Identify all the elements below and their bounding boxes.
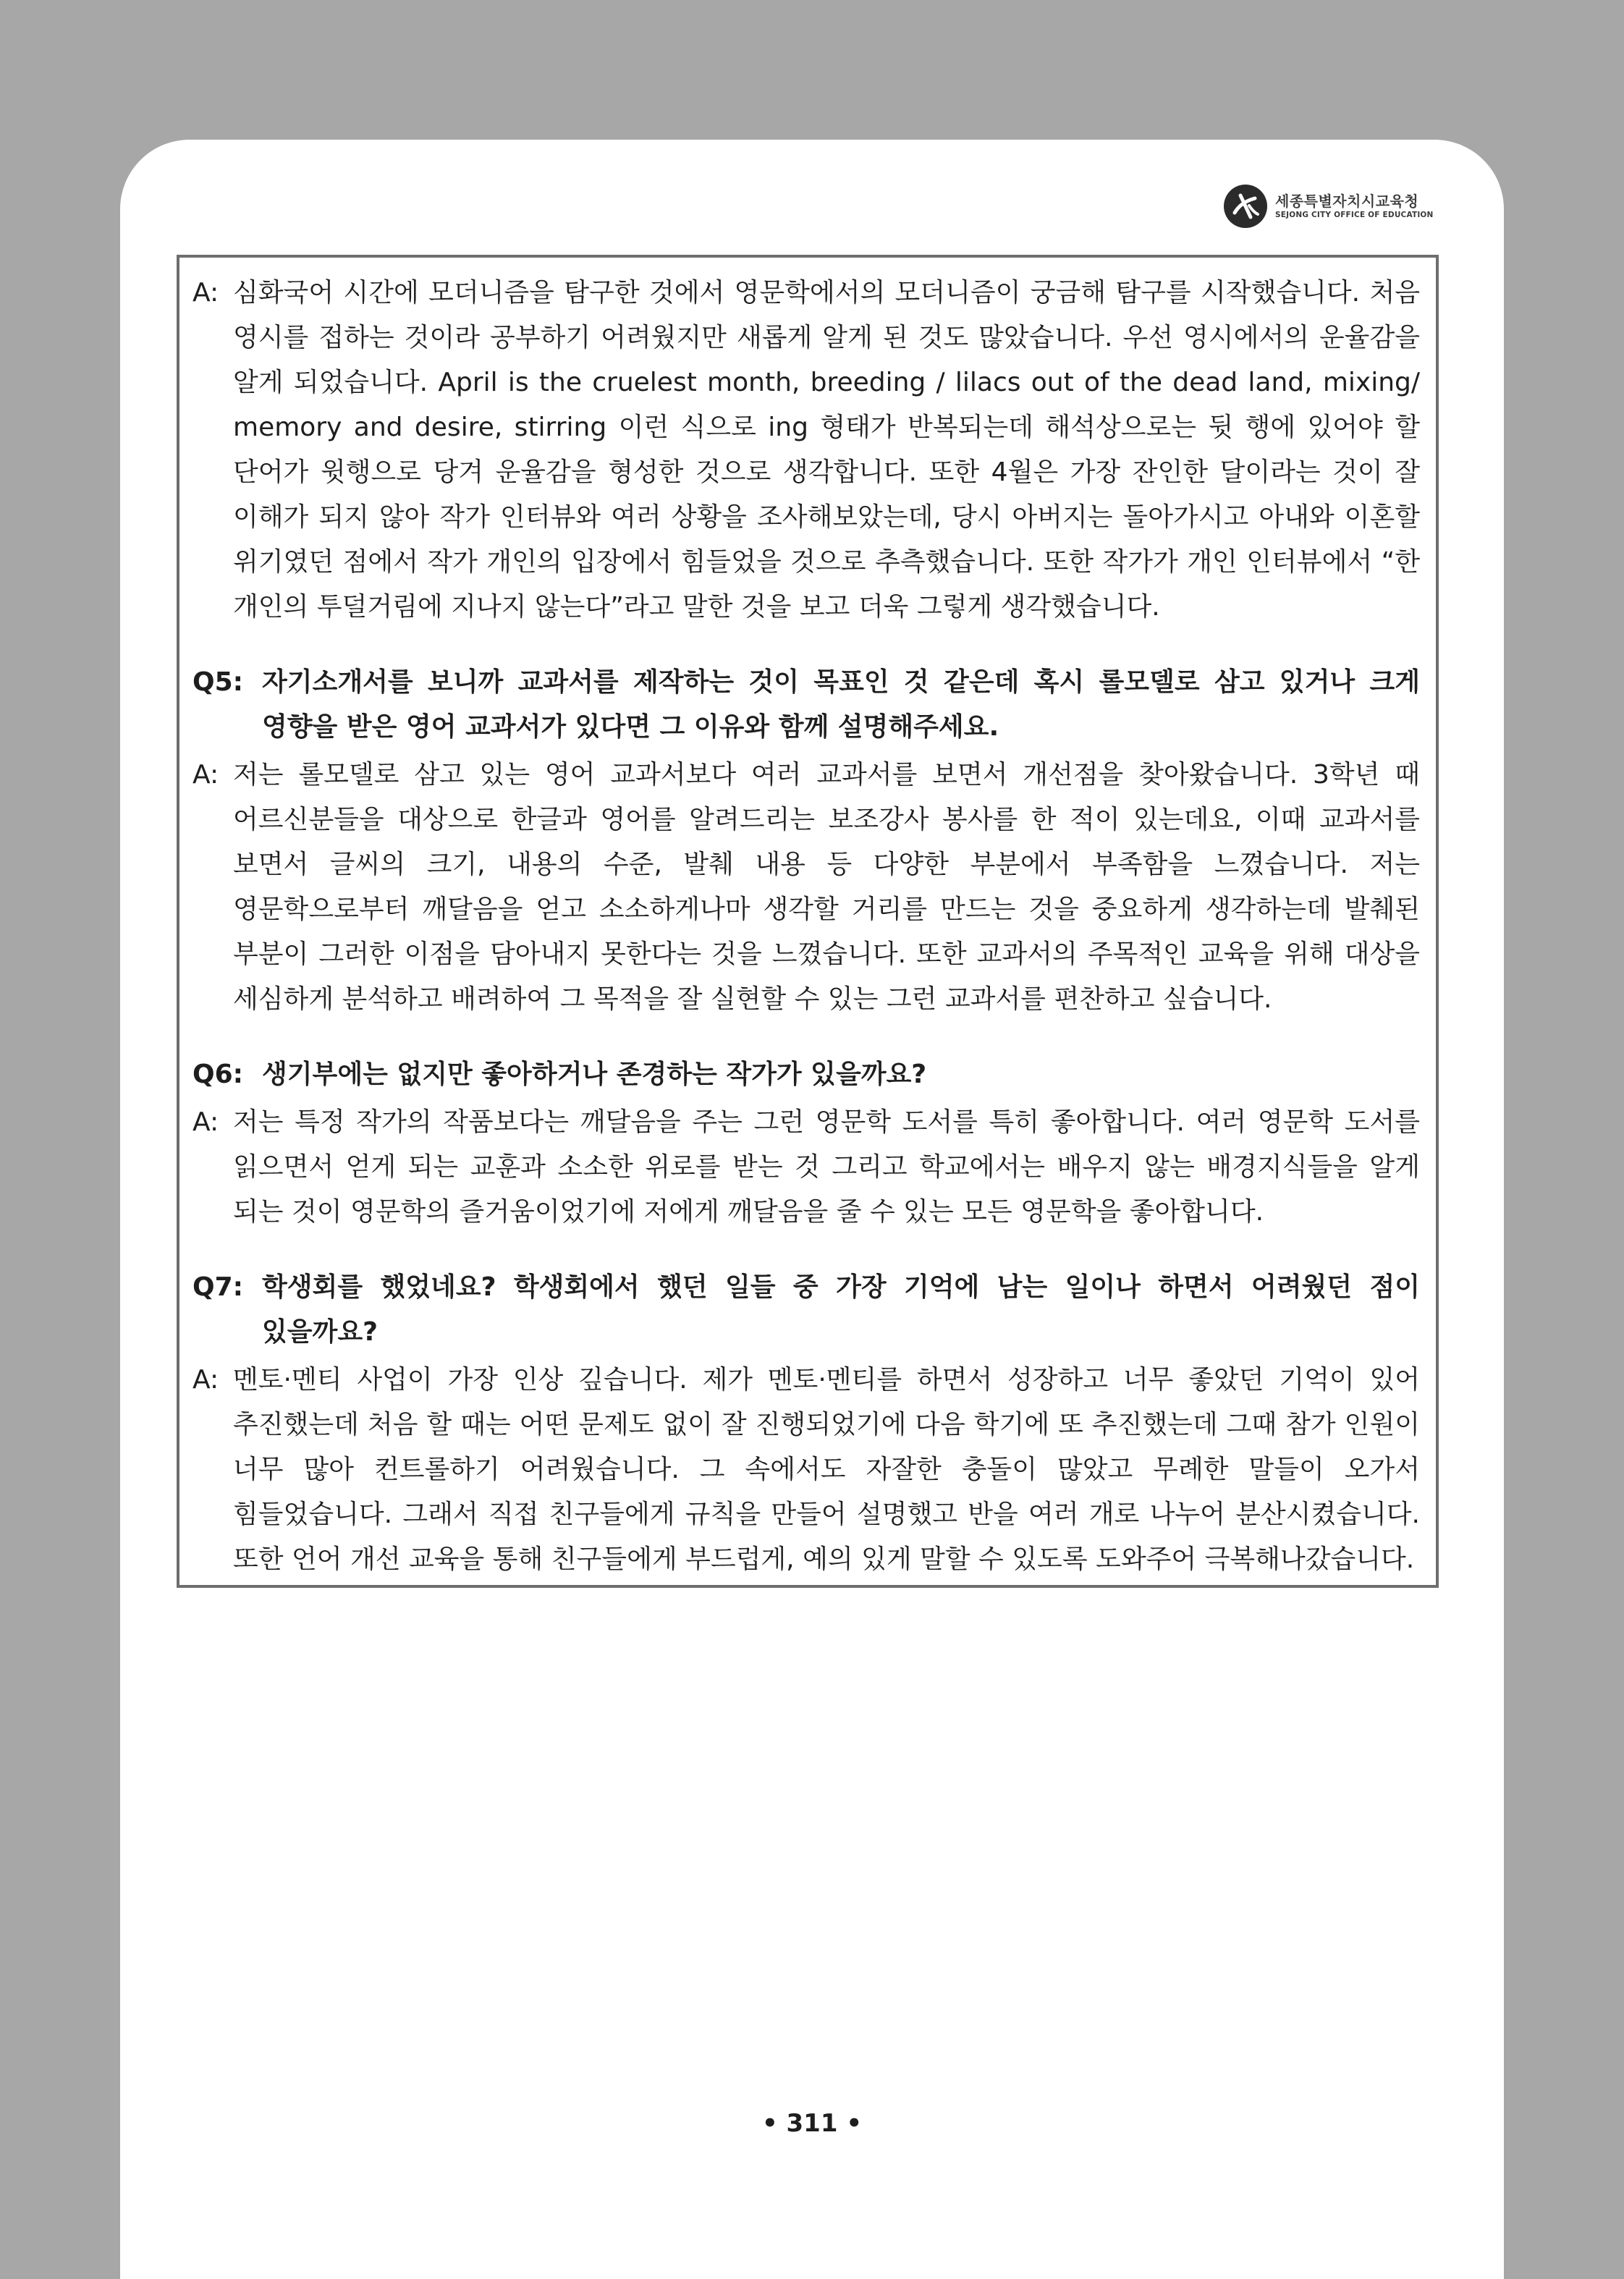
answer — [193, 271, 1420, 630]
answer-text: 저는 롤모델로 삼고 있는 영어 교과서보다 여러 교과서를 보면서 개선점을 찾아왔습니다. 3학년 때 어르신분들을 대상으로 한글과 영어를 알려드리는 보조강사 봉사를 한 적이 있는데요, 이때 교과서를 보면서 글씨의 크기, 내용의 수준, 발췌 내용 등 다양한 부분에서 부족함을 느꼈습니다. 저는 영문학으로부터 깨달음을 얻고 소소하게나마 생각할 거리를 만드는 것을 중요하게 생각하는데 발췌된 부분이 그러한 이점을 담아내지 못한다는 것을 느꼈습니다. 또한 교과서의 주목적인 교육을 위해 대상을 세심하게 분석하고 배려하여 그 목적을 잘 실현할 수 있는 그런 교과서를 편찬하고 싶습니다. — [233, 760, 1420, 1014]
right-notch — [1504, 397, 1624, 411]
qa-item — [193, 1265, 1420, 1582]
answer — [193, 753, 1420, 1022]
question-label: Q6: — [193, 1060, 253, 1089]
left-notch — [0, 397, 109, 411]
answer-label: A: — [193, 278, 227, 308]
org-name-kr: 세종특별자치시교육청 — [1275, 193, 1419, 210]
org-name-en: SEJONG CITY OFFICE OF EDUCATION — [1275, 211, 1434, 219]
question-text: 생기부에는 없지만 좋아하거나 존경하는 작가가 있을까요? — [262, 1060, 927, 1089]
org-logo — [1223, 184, 1434, 229]
question — [193, 1265, 1420, 1355]
qa-item — [193, 660, 1420, 1022]
question — [193, 1052, 1420, 1097]
sejong-emblem-icon — [1223, 184, 1268, 229]
page-number: • 311 • — [761, 2109, 863, 2138]
question-label: Q7: — [193, 1272, 253, 1302]
answer-text: 심화국어 시간에 모더니즘을 탐구한 것에서 영문학에서의 모더니즘이 궁금해 탐구를 시작했습니다. 처음 영시를 접하는 것이라 공부하기 어려웠지만 새롭게 알게 된 것도 많았습니다. 우선 영시에서의 운율감을 알게 되었습니다. April is the cruelest month, breeding / lilacs out of the dead land, mixing/ memory and desire, stirring 이런 식으로 ing 형태가 반복되는데 해석상으로는 뒷 행에 있어야 할 단어가 윗행으로 당겨 운율감을 형성한 것으로 생각합니다. 또한 4월은 가장 잔인한 달이라는 것이 잘 이해가 되지 않아 작가 인터뷰와 여러 상황을 조사해보았는데, 당시 아버지는 돌아가시고 아내와 이혼할 위기였던 점에서 작가 개인의 입장에서 힘들었을 것으로 추측했습니다. 또한 작가가 개인 인터뷰에서 “한 개인의 투덜거림에 지나지 않는다”라고 말한 것을 보고 더욱 그렇게 생각했습니다. — [233, 278, 1420, 622]
qa-item — [193, 1052, 1420, 1235]
qa-item — [193, 271, 1420, 630]
answer-text: 저는 특정 작가의 작품보다는 깨달음을 주는 그런 영문학 도서를 특히 좋아합니다. 여러 영문학 도서를 읽으면서 얻게 되는 교훈과 소소한 위로를 받는 것 그리고 학교에서는 배우지 않는 배경지식들을 알게 되는 것이 영문학의 즐거움이었기에 저에게 깨달음을 줄 수 있는 모든 영문학을 좋아합니다. — [233, 1107, 1420, 1227]
question-text: 학생회를 했었네요? 학생회에서 했던 일들 중 가장 기억에 남는 일이나 하면서 어려웠던 점이 있을까요? — [262, 1272, 1420, 1347]
answer — [193, 1100, 1420, 1235]
answer-label: A: — [193, 1107, 227, 1137]
question-text: 자기소개서를 보니까 교과서를 제작하는 것이 목표인 것 같은데 혹시 롤모델로 삼고 있거나 크게 영향을 받은 영어 교과서가 있다면 그 이유와 함께 설명해주세요. — [262, 667, 1420, 742]
interview-qa-box — [177, 255, 1439, 1588]
question-label: Q5: — [193, 667, 253, 697]
answer-label: A: — [193, 1365, 227, 1395]
org-name — [1275, 193, 1434, 220]
answer-text: 멘토·멘티 사업이 가장 인상 깊습니다. 제가 멘토·멘티를 하면서 성장하고 너무 좋았던 기억이 있어 추진했는데 처음 할 때는 어떤 문제도 없이 잘 진행되었기에 다음 학기에 또 추진했는데 그때 참가 인원이 너무 많아 컨트롤하기 어려웠습니다. 그 속에서도 자잘한 충돌이 많았고 무례한 말들이 오가서 힘들었습니다. 그래서 직접 친구들에게 규칙을 만들어 설명했고 반을 여러 개로 나누어 분산시켰습니다. 또한 언어 개선 교육을 통해 친구들에게 부드럽게, 예의 있게 말할 수 있도록 도와주어 극복해나갔습니다. — [233, 1365, 1420, 1574]
answer-label: A: — [193, 760, 227, 790]
answer — [193, 1358, 1420, 1582]
question — [193, 660, 1420, 750]
